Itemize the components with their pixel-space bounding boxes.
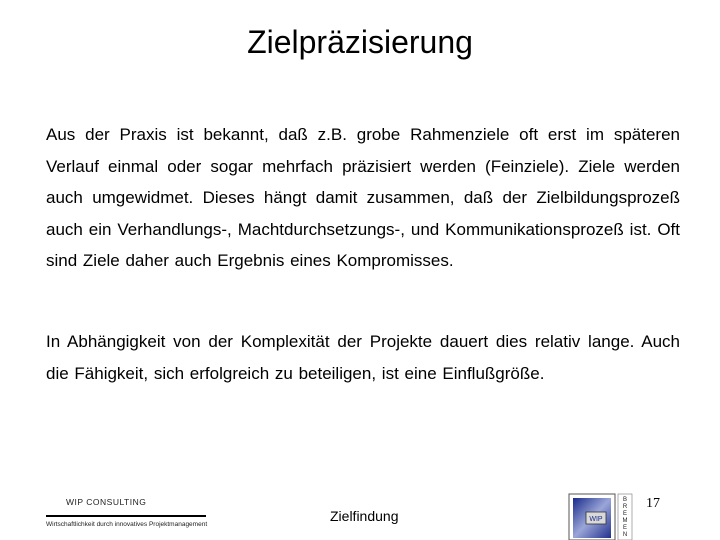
footer-section-label: Zielfindung <box>330 508 399 524</box>
logo-letter: B <box>622 497 628 503</box>
logo-letter: E <box>622 525 628 531</box>
logo-letter: E <box>622 511 628 517</box>
footer-divider <box>46 515 206 517</box>
logo-text: WIP <box>589 516 603 523</box>
page-number: 17 <box>646 496 660 511</box>
company-name: WIP CONSULTING <box>66 497 147 507</box>
company-tagline: Wirtschaftlichkeit durch innovatives Projektmanagement <box>46 521 208 528</box>
paragraph-2: In Abhängigkeit von der Komplexität der Projekte dauert dies relativ lange. Auch die Fähigkeit, sich erfolgreich zu beteiligen, ist eine Einflußgröße. <box>46 332 680 383</box>
paragraph-1: Aus der Praxis ist bekannt, daß z.B. grobe Rahmenziele oft erst im späteren Verlauf einmal oder sogar mehrfach präzisiert werden (Feinziele). Ziele werden auch umgewidmet. Dieses hängt damit zusammen, daß der Zielbildungsprozeß auch ein Verhandlungs-, Machtdurchsetzungs-, und Kommunikationsprozeß ist. Oft sind Ziele daher auch Ergebnis eines Kompromisses. <box>46 125 680 270</box>
slide-title: Zielpräzisierung <box>247 24 473 60</box>
wip-bremen-logo <box>568 490 634 540</box>
logo-letter: R <box>622 504 628 510</box>
logo-letter: N <box>622 532 628 538</box>
logo-letter: M <box>622 518 628 524</box>
